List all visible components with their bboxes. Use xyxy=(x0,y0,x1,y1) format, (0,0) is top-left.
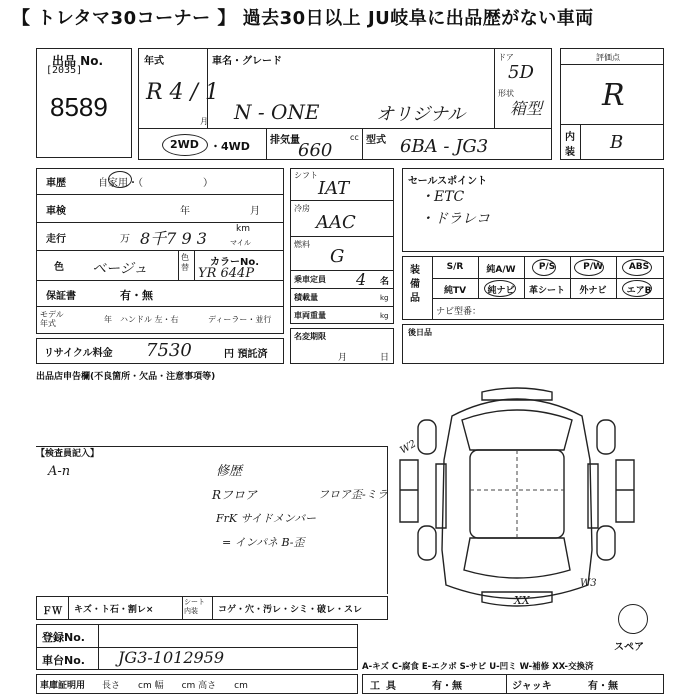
spare-tire-icon xyxy=(618,604,648,634)
selling-point-2: ・ドラレコ xyxy=(420,211,490,227)
displacement-label: 排気量 xyxy=(270,135,300,146)
km-unit: km xyxy=(236,224,250,234)
fuel-label: 燃料 xyxy=(294,240,310,249)
equip-airbag: エアB xyxy=(626,286,652,296)
shift-label: シフト xyxy=(294,171,318,180)
color-value: ベージュ xyxy=(92,261,148,277)
color-change-label: 色替 xyxy=(181,253,189,272)
month-suffix: 月 xyxy=(200,117,208,126)
equip-power-window: P/W xyxy=(583,262,603,272)
navi-model-label: ナビ型番： xyxy=(436,307,482,317)
equip-abs: ABS xyxy=(628,262,650,272)
weight-label: 車両重量 xyxy=(294,311,326,320)
pw-circle xyxy=(574,259,604,276)
listing-number: 8589 xyxy=(50,92,108,122)
fw-label: ＦＷ xyxy=(42,606,62,617)
shaken-month: 月 xyxy=(250,206,260,217)
sheet-label: シート内装 xyxy=(184,598,205,615)
airbag-circle xyxy=(622,280,652,297)
model-value: 6BA - JG3 xyxy=(400,136,489,157)
name-change-month: 月 xyxy=(338,353,348,363)
history-reki: 自家用・（ ） xyxy=(98,178,213,189)
car-damage-diagram xyxy=(392,380,664,620)
inspector-line-4: FrK サイドメンバー xyxy=(216,512,316,525)
vehicle-name: N - ONE xyxy=(234,100,320,124)
history-reki-label: 車歴 xyxy=(46,178,66,189)
shaken-year: 年 xyxy=(180,206,190,217)
cc-unit: cc xyxy=(350,133,359,142)
fuel-value: G xyxy=(330,246,345,267)
door-value: 5D xyxy=(508,62,534,83)
load-unit: kg xyxy=(380,294,389,302)
shape-value: 箱型 xyxy=(510,99,543,118)
damage-code-legend: A-キズ C-腐食 E-エクボ S-サビ U-凹ミ W-補修 XX-交換済 xyxy=(362,662,594,672)
diagram-mark-w3: W3 xyxy=(580,578,597,589)
interior-value: B xyxy=(610,132,624,153)
equip-navi: 純ナビ xyxy=(487,286,515,296)
name-change-label: 名変期限 xyxy=(294,332,326,341)
equip-tv: 純TV xyxy=(443,286,467,296)
spare-label: スペア xyxy=(614,642,644,653)
tools-value: 有・無 xyxy=(432,681,462,692)
model-year-unit: 年 xyxy=(104,315,112,324)
inspector-line-2: 修歴 xyxy=(216,464,243,479)
chassis-label: 車台No. xyxy=(42,654,85,667)
shape-label: 形状 xyxy=(498,89,514,98)
interior-label: 内装 xyxy=(565,132,575,158)
ac-value: AAC xyxy=(316,212,356,233)
weight-unit: kg xyxy=(380,312,389,320)
chassis-number: JG3-1012959 xyxy=(118,648,225,667)
capacity-value: 4 xyxy=(356,270,367,289)
handle-side: ハンドル 左・右 xyxy=(120,315,179,324)
score-label: 評価点 xyxy=(596,53,620,62)
dealer-type: ディーラー・並行 xyxy=(208,315,272,324)
equip-sunroof: S/R xyxy=(446,262,464,272)
abs-circle xyxy=(622,259,652,276)
history-box xyxy=(36,168,284,334)
listing-tag: [2035] xyxy=(46,65,83,76)
fw-text: キズ・ト石・割レ× xyxy=(74,605,154,615)
after-items-label: 後日品 xyxy=(408,328,432,337)
name-change-day: 日 xyxy=(380,353,390,363)
inspector-side-note: フロア歪-ミラ xyxy=(318,488,388,501)
inspector-line-1: A-n xyxy=(48,464,71,479)
jack-value: 有・無 xyxy=(588,681,618,692)
name-label: 車名・グレード xyxy=(212,56,282,67)
color-no-value: YR 644P xyxy=(198,266,255,281)
door-label: ドア xyxy=(498,53,514,62)
recycle-label: リサイクル料金 xyxy=(44,348,113,359)
notes-label: 出品店申告欄(不良箇所・欠品・注意事項等) xyxy=(36,372,216,382)
mileage-value: 8千7 9 3 xyxy=(140,229,207,248)
mile-unit: マイル xyxy=(230,239,251,247)
private-use-circle xyxy=(108,171,132,188)
shaken-label: 車検 xyxy=(46,206,66,217)
garage-cert-label: 車庫証明用 xyxy=(40,681,86,691)
load-label: 積載量 xyxy=(294,293,318,302)
jack-label: ジャッキ xyxy=(512,681,552,692)
selling-points-label: セールスポイント xyxy=(408,176,488,187)
color-no-label: カラーNo. xyxy=(210,257,260,268)
color-label: 色 xyxy=(54,262,64,273)
equip-alloy-wheel: 純A/W xyxy=(486,265,516,275)
equip-leather: 革シート xyxy=(528,286,565,296)
diagram-mark-w2: W2 xyxy=(398,438,419,457)
model-label: 型式 xyxy=(366,135,386,146)
drive-2wd: 2WD xyxy=(170,138,199,151)
recycle-unit: 円 預託済 xyxy=(224,349,268,360)
equip-ext-navi: 外ナビ xyxy=(579,286,607,296)
selling-point-1: ・ETC xyxy=(420,189,465,205)
sheet-text: コゲ・穴・汚レ・シミ・破レ・スレ xyxy=(218,605,363,615)
inspector-line-5: = インパネ B-歪 xyxy=(222,536,305,549)
equip-power-steering: P/S xyxy=(538,262,556,272)
displacement-value: 660 xyxy=(298,140,333,161)
recycle-value: 7530 xyxy=(146,340,192,361)
year-label: 年式 xyxy=(144,56,164,67)
diagram-mark-xx: XX xyxy=(514,594,530,607)
reg-no-label: 登録No. xyxy=(42,631,85,644)
ac-label: 冷房 xyxy=(294,204,310,213)
warranty-value: 有・無 xyxy=(120,289,153,302)
model-year-label: モデル年式 xyxy=(40,310,64,328)
year-value: R 4 / 1 xyxy=(146,80,219,105)
after-items-box xyxy=(402,324,664,364)
capacity-label: 乗車定員 xyxy=(294,275,326,284)
score-value: R xyxy=(602,78,625,113)
navi-circle xyxy=(484,280,516,297)
tools-label: 工具 xyxy=(370,681,402,692)
inspector-label: 【検査員記入】 xyxy=(36,449,100,459)
drive-4wd: ・4WD xyxy=(210,140,250,153)
mileage-label: 走行 xyxy=(46,234,66,245)
equipment-label: 装備品 xyxy=(410,265,420,304)
capacity-unit: 名 xyxy=(380,277,390,287)
mileage-unit: 万 xyxy=(120,234,130,245)
inspector-box xyxy=(36,446,388,594)
inspector-line-3: Rフロア xyxy=(212,488,258,502)
warranty-label: 保証書 xyxy=(46,291,76,302)
garage-cert-dims: 長さ cm 幅 cm 高さ cm xyxy=(102,681,248,691)
listing-label: 出品 No. xyxy=(52,54,104,68)
vehicle-grade: オリジナル xyxy=(376,104,466,125)
page-title: 【 トレタマ30コーナー 】 過去30日以上 JU岐阜に出品歴がない車両 xyxy=(12,8,594,29)
shift-value: IAT xyxy=(318,178,350,199)
ps-circle xyxy=(532,259,556,276)
